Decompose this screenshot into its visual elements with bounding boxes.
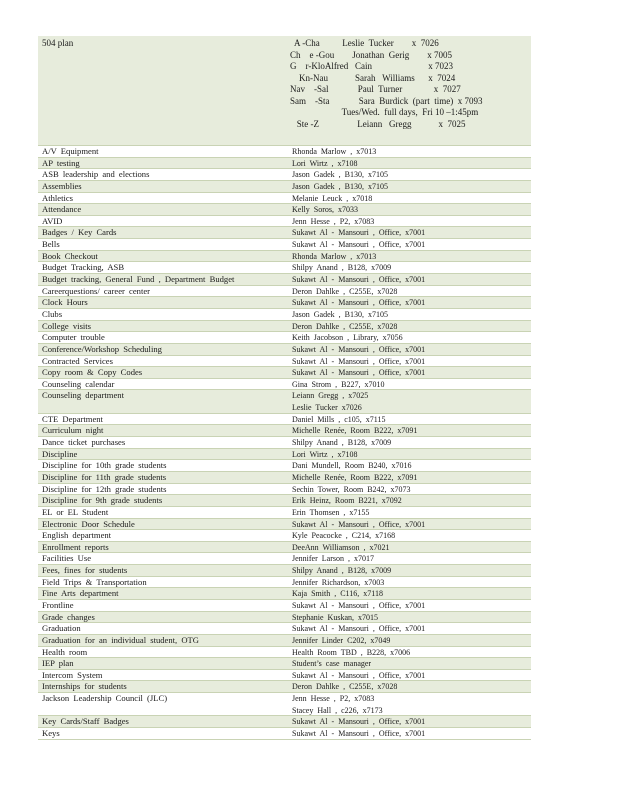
contact-cell — [292, 344, 531, 355]
contact-cell — [292, 193, 531, 204]
contact-line: Daniel Mills , c105, x7115 — [292, 414, 386, 424]
contact-cell — [292, 321, 531, 332]
plan-504-block — [38, 36, 531, 146]
topic-cell: Conference/Workshop Scheduling — [42, 343, 162, 354]
table-row — [38, 542, 531, 554]
contact-line: Jennifer Linder C202, x7049 — [292, 635, 391, 645]
contact-cell — [292, 519, 531, 530]
topic-cell: Graduation — [42, 623, 81, 634]
table-row — [38, 647, 531, 659]
contact-cell — [292, 600, 531, 611]
contact-cell — [292, 472, 531, 483]
table-row — [38, 169, 531, 181]
contact-line: Jason Gadek , B130, x7105 — [292, 181, 388, 191]
topic-cell: Frontline — [42, 600, 74, 610]
topic-cell: Athletics — [42, 192, 74, 203]
counselor-line: Sam -Sta Sara Burdick (part time) x 7093 — [290, 95, 483, 106]
contact-cell — [292, 367, 531, 378]
contact-line: Deron Dahlke , C255E, x7028 — [292, 286, 398, 296]
contact-cell — [292, 670, 531, 681]
counselor-line: Kn-Nau Sarah Williams x 7024 — [290, 72, 456, 83]
contact-line: Sukawt Al - Mansouri , Office, x7001 — [292, 601, 426, 610]
table-row — [38, 635, 531, 647]
table-row — [38, 204, 531, 216]
topic-cell: Book Checkout — [42, 250, 98, 261]
table-row — [38, 356, 531, 368]
table-row — [38, 530, 531, 542]
counselor-line: G r-KloAlfred Cain x 7023 — [290, 61, 454, 71]
contact-cell — [292, 530, 531, 541]
contact-line: Jenn Hesse , P2, x7083 — [292, 216, 375, 226]
contact-cell — [292, 565, 531, 576]
contact-line: Sukawt Al - Mansouri , Office, x7001 — [292, 228, 426, 238]
table-row — [38, 286, 531, 298]
contact-cell — [292, 414, 531, 425]
contact-line: Lori Wirtz , x7108 — [292, 158, 358, 168]
topic-cell: Fees, fines for students — [42, 565, 128, 576]
contact-cell — [292, 216, 531, 227]
topic-cell: Clock Hours — [42, 297, 88, 308]
contact-cell — [292, 495, 531, 506]
contact-cell — [292, 204, 531, 215]
contact-line: Kaja Smith , C116, x7118 — [292, 589, 383, 599]
topic-cell: Discipline for 11th grade students — [42, 471, 167, 482]
table-row — [38, 577, 531, 589]
contact-directory-page — [38, 36, 531, 740]
table-row — [38, 158, 531, 170]
contact-line: Shilpy Anand , B128, x7009 — [292, 438, 392, 448]
contact-line: Shilpy Anand , B128, x7009 — [292, 263, 392, 273]
contact-line: Sukawt Al - Mansouri , Office, x7001 — [292, 670, 426, 680]
contact-cell — [292, 681, 531, 692]
topic-cell: Field Trips & Transportation — [42, 576, 147, 587]
contact-cell — [292, 542, 531, 553]
topic-cell: English department — [42, 530, 112, 541]
topic-cell: Contracted Services — [42, 355, 113, 366]
contact-line: Sukawt Al - Mansouri , Office, x7001 — [292, 519, 426, 529]
topic-cell: Attendance — [42, 204, 82, 215]
contact-line: Lori Wirtz , x7108 — [292, 449, 358, 459]
table-row — [38, 670, 531, 682]
table-row — [38, 216, 531, 228]
contact-cell — [292, 635, 531, 646]
table-row — [38, 425, 531, 437]
contact-cell — [292, 158, 531, 169]
topic-cell: Discipline for 10th grade students — [42, 460, 167, 471]
table-row — [38, 716, 531, 728]
topic-cell: Budget tracking, General Fund , Department Budget — [42, 274, 235, 285]
contact-line: Melanie Leuck , x7018 — [292, 193, 373, 203]
contact-line: Michelle Renée, Room B222, x7091 — [292, 472, 418, 482]
contact-line: Sukawt Al - Mansouri , Office, x7001 — [292, 368, 426, 378]
topic-cell: Discipline for 9th grade students — [42, 495, 163, 506]
topic-cell: IEP plan — [42, 658, 74, 669]
table-row — [38, 460, 531, 472]
topic-cell: Key Cards/Staff Badges — [42, 716, 129, 727]
contact-line: Jenn Hesse , P2, x7083 — [292, 694, 375, 704]
contact-line: Kyle Peacocke , C214, x7168 — [292, 531, 396, 541]
table-row — [38, 565, 531, 577]
contact-line: Leslie Tucker x7026 — [292, 403, 362, 413]
plan-504-counselor-list — [290, 38, 530, 130]
contact-cell — [292, 693, 531, 715]
contact-line: Keith Jacobson , Library, x7056 — [292, 333, 403, 343]
contact-line: Sukawt Al - Mansouri , Office, x7001 — [292, 729, 426, 739]
table-row — [38, 262, 531, 274]
topic-cell: Badges / Key Cards — [42, 227, 117, 238]
contact-cell — [292, 227, 531, 238]
contact-line: Rhonda Marlow , x7013 — [292, 251, 377, 261]
contact-cell — [292, 716, 531, 727]
topic-cell: ASB leadership and elections — [42, 169, 150, 180]
contact-cell — [292, 728, 531, 739]
table-row — [38, 367, 531, 379]
topic-cell: Grade changes — [42, 611, 95, 622]
contact-cell — [292, 262, 531, 273]
table-row — [38, 728, 531, 740]
contact-cell — [292, 251, 531, 262]
table-row — [38, 449, 531, 461]
contact-line: Sukawt Al - Mansouri , Office, x7001 — [292, 298, 426, 308]
contact-cell — [292, 588, 531, 599]
table-row — [38, 437, 531, 449]
contact-cell — [292, 577, 531, 588]
contact-line: Sukawt Al - Mansouri , Office, x7001 — [292, 275, 426, 285]
contact-line: Dani Mundell, Room B240, x7016 — [292, 461, 412, 471]
topic-cell: A/V Equipment — [42, 146, 99, 156]
contact-cell — [292, 647, 531, 658]
contact-line: Erik Heinz, Room B221, x7092 — [292, 496, 402, 506]
contact-line: Sechin Tower, Room B242, x7073 — [292, 484, 411, 494]
topic-cell: College visits — [42, 320, 92, 331]
contact-line: Rhonda Marlow , x7013 — [292, 147, 377, 156]
contact-line: Shilpy Anand , B128, x7009 — [292, 566, 392, 576]
contact-line: Sukawt Al - Mansouri , Office, x7001 — [292, 344, 426, 354]
contact-cell — [292, 612, 531, 623]
table-row — [38, 390, 531, 413]
table-row — [38, 321, 531, 333]
contact-line: Health Room TBD , B228, x7006 — [292, 647, 411, 657]
table-row — [38, 251, 531, 263]
table-row — [38, 507, 531, 519]
topic-cell: Discipline — [42, 448, 78, 459]
topic-cell: Careerquestions/ career center — [42, 285, 151, 296]
topic-cell: Enrollment reports — [42, 541, 109, 552]
contact-line: Sukawt Al - Mansouri , Office, x7001 — [292, 717, 426, 727]
contact-cell — [292, 169, 531, 180]
contact-line: Jennifer Richardson, x7003 — [292, 577, 385, 587]
contact-line: Deron Dahlke , C255E, x7028 — [292, 682, 398, 692]
topic-cell: Intercom System — [42, 669, 103, 680]
topic-cell: Electronic Door Schedule — [42, 518, 135, 529]
table-row — [38, 239, 531, 251]
table-row — [38, 623, 531, 635]
contact-line: Deron Dahlke , C255E, x7028 — [292, 321, 398, 331]
counselor-line: A -Cha Leslie Tucker x 7026 — [290, 38, 439, 48]
contact-line: Sukawt Al - Mansouri , Office, x7001 — [292, 240, 426, 250]
plan-504-title: 504 plan — [42, 38, 74, 48]
contact-cell — [292, 181, 531, 192]
topic-cell: AVID — [42, 215, 63, 226]
table-row — [38, 553, 531, 565]
topic-cell: Copy room & Copy Codes — [42, 367, 143, 378]
topic-cell: Keys — [42, 728, 60, 739]
table-row — [38, 332, 531, 344]
contact-cell — [292, 332, 531, 343]
counselor-line: Ch e -Gou Jonathan Gerig x 7005 — [290, 49, 452, 60]
contact-cell — [292, 425, 531, 436]
contact-cell — [292, 146, 531, 157]
table-row — [38, 681, 531, 693]
table-row — [38, 612, 531, 624]
table-row — [38, 484, 531, 496]
table-row — [38, 274, 531, 286]
topic-cell: AP testing — [42, 157, 80, 168]
table-row — [38, 600, 531, 612]
contact-cell — [292, 379, 531, 390]
contact-line: Gina Strom , B227, x7010 — [292, 379, 385, 389]
contact-cell — [292, 449, 531, 460]
topic-cell: Health room — [42, 646, 88, 657]
topic-cell: Internships for students — [42, 681, 127, 692]
contact-cell — [292, 553, 531, 564]
topic-cell: Fine Arts department — [42, 588, 119, 599]
counselor-line: Tues/Wed. full days, Fri 10 –1:45pm — [290, 107, 479, 117]
contact-cell — [292, 239, 531, 250]
contact-cell — [292, 507, 531, 518]
table-row — [38, 193, 531, 205]
topic-cell: Discipline for 12th grade students — [42, 483, 167, 494]
contact-cell — [292, 274, 531, 285]
contact-cell — [292, 309, 531, 320]
topic-cell: Counseling calendar — [42, 378, 115, 389]
topic-cell: Facilities Use — [42, 553, 92, 564]
contact-line: Kelly Soros, x7033 — [292, 205, 358, 215]
table-row — [38, 344, 531, 356]
contact-line: Jason Gadek , B130, x7105 — [292, 309, 388, 319]
contact-cell — [292, 484, 531, 495]
topic-cell: Dance ticket purchases — [42, 437, 126, 448]
contact-cell — [292, 623, 531, 634]
table-row — [38, 379, 531, 391]
table-row — [38, 227, 531, 239]
contact-cell — [292, 390, 531, 412]
contact-line: Leiann Gregg , x7025 — [292, 391, 369, 401]
contact-line: Student’s case manager — [292, 659, 372, 669]
contact-line: DeeAnn Williamson , x7021 — [292, 542, 390, 552]
contact-line: Jason Gadek , B130, x7105 — [292, 170, 388, 180]
table-row — [38, 297, 531, 309]
table-row — [38, 588, 531, 600]
contact-line: Erin Thomsen , x7155 — [292, 507, 370, 517]
contact-line: Stephanie Kuskan, x7015 — [292, 612, 378, 622]
table-row — [38, 146, 531, 158]
topic-cell: Counseling department — [42, 390, 124, 401]
counselor-line: Ste -Z Leiann Gregg x 7025 — [290, 118, 466, 129]
contact-cell — [292, 460, 531, 471]
topic-cell: Computer trouble — [42, 332, 105, 343]
topic-cell: CTE Department — [42, 413, 103, 424]
counselor-line: Nav -Sal Paul Turner x 7027 — [290, 84, 461, 94]
table-row — [38, 693, 531, 716]
contact-line: Sukawt Al - Mansouri , Office, x7001 — [292, 356, 426, 366]
topic-cell: Clubs — [42, 308, 63, 319]
topic-cell: Jackson Leadership Council (JLC) — [42, 693, 168, 704]
topic-cell: Assemblies — [42, 180, 82, 191]
table-row — [38, 414, 531, 426]
contact-line: Michelle Renée, Room B222, x7091 — [292, 426, 418, 436]
contact-cell — [292, 297, 531, 308]
topic-cell: EL or EL Student — [42, 506, 109, 517]
topic-cell: Graduation for an individual student, OTG — [42, 634, 200, 645]
table-row — [38, 472, 531, 484]
contact-line: Jennifer Larson , x7017 — [292, 554, 374, 564]
table-row — [38, 309, 531, 321]
contact-cell — [292, 286, 531, 297]
contact-line: Stacey Hall , c226, x7173 — [292, 705, 383, 715]
topic-cell: Curriculum night — [42, 425, 104, 436]
table-row — [38, 658, 531, 670]
contact-line: Sukawt Al - Mansouri , Office, x7001 — [292, 624, 426, 634]
topic-cell: Bells — [42, 239, 60, 250]
contact-cell — [292, 437, 531, 448]
contact-cell — [292, 658, 531, 669]
directory-table — [38, 146, 531, 740]
topic-cell: Budget Tracking, ASB — [42, 262, 125, 273]
table-row — [38, 519, 531, 531]
table-row — [38, 181, 531, 193]
table-row — [38, 495, 531, 507]
contact-cell — [292, 356, 531, 367]
